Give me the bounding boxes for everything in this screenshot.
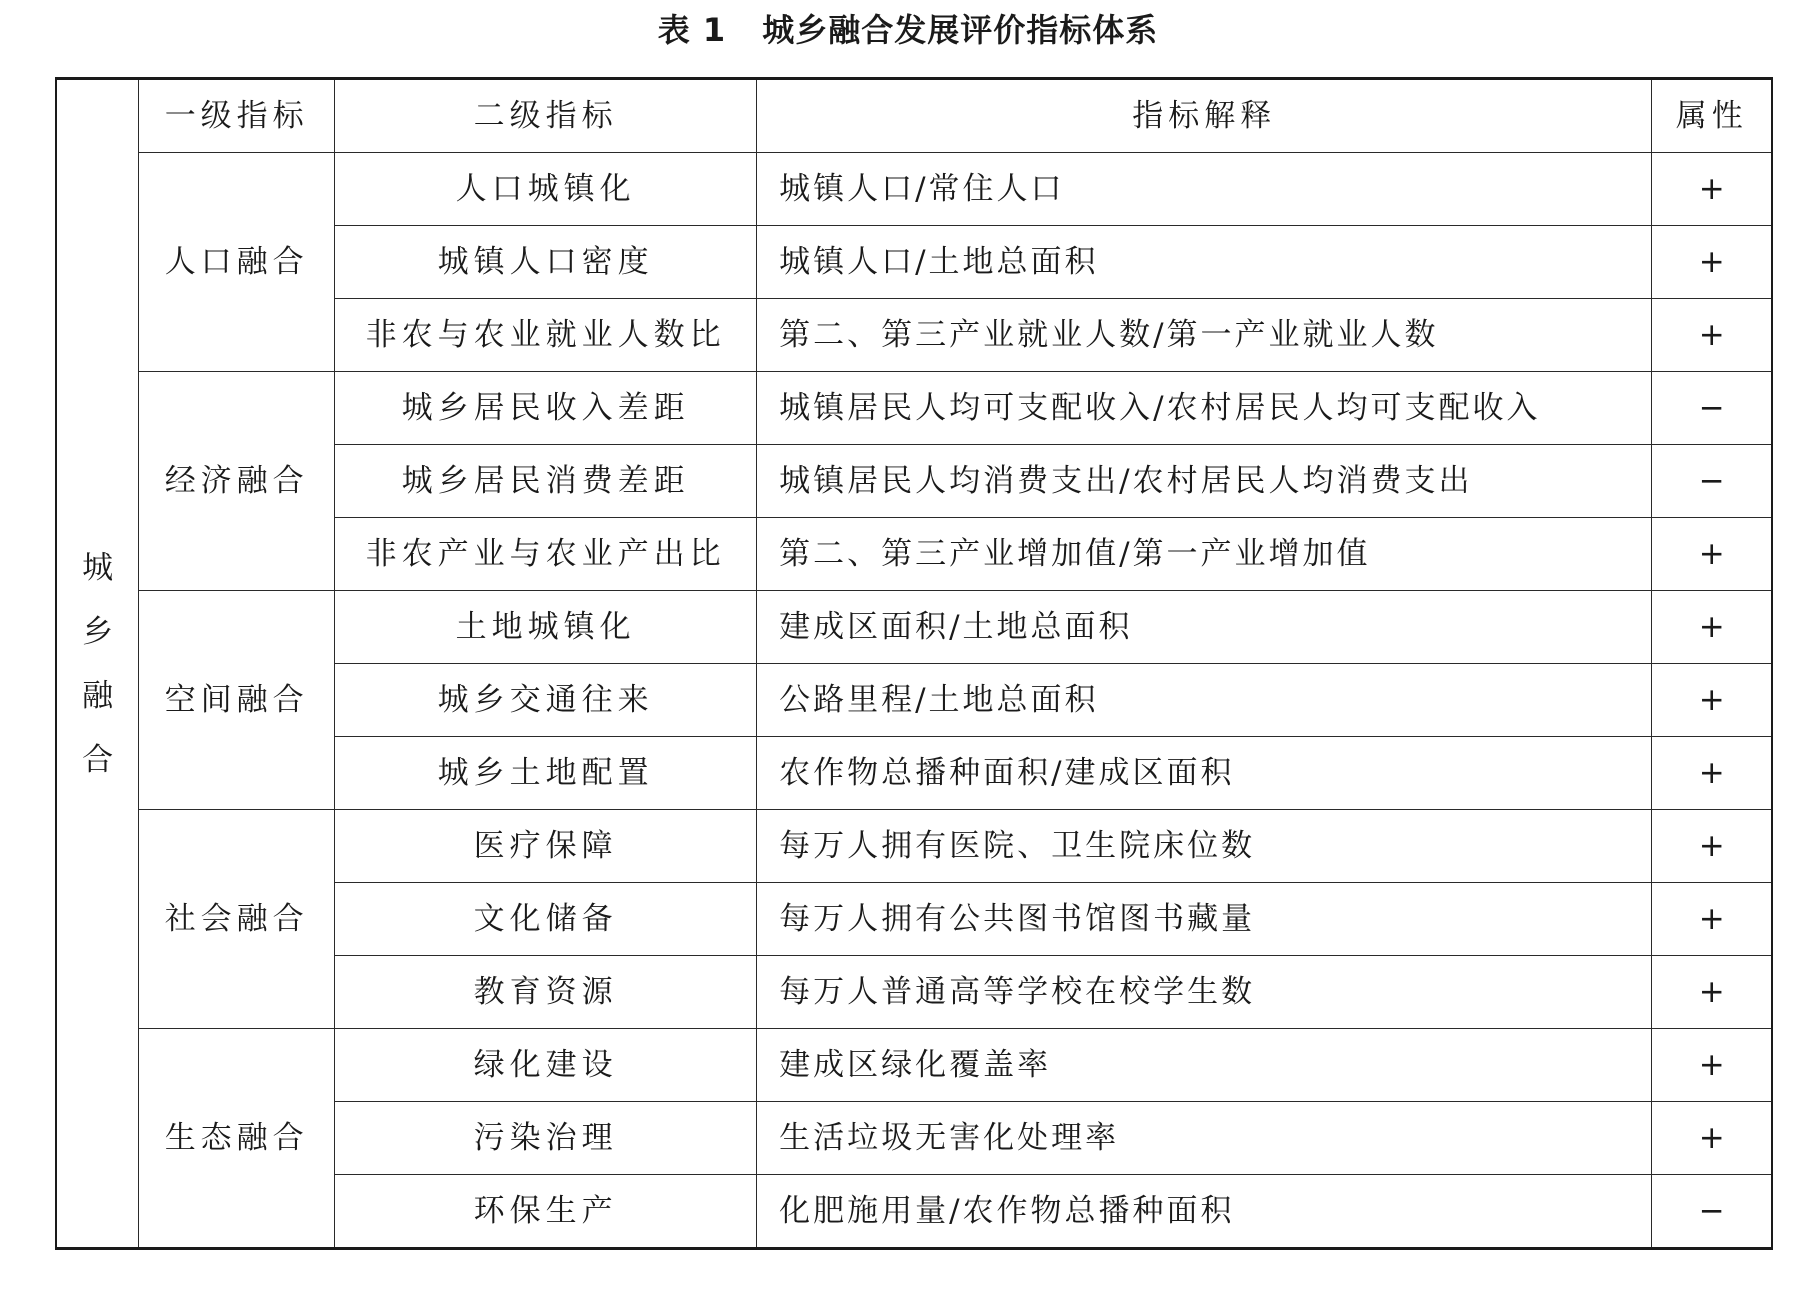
header-level1: 一级指标 <box>139 79 335 153</box>
indicator-explanation: 城镇人口/常住人口 <box>757 153 1652 226</box>
indicator-explanation: 建成区面积/土地总面积 <box>757 591 1652 664</box>
level1-indicator: 人口融合 <box>139 153 335 372</box>
indicator-explanation: 第二、第三产业增加值/第一产业增加值 <box>757 518 1652 591</box>
level2-indicator: 土地城镇化 <box>335 591 757 664</box>
table-row <box>56 810 1772 883</box>
table-row <box>56 372 1772 445</box>
indicator-attribute: + <box>1652 226 1772 299</box>
level2-indicator: 城镇人口密度 <box>335 226 757 299</box>
indicator-attribute: + <box>1652 883 1772 956</box>
indicator-attribute: − <box>1652 445 1772 518</box>
level2-indicator: 教育资源 <box>335 956 757 1029</box>
indicator-explanation: 每万人普通高等学校在校学生数 <box>757 956 1652 1029</box>
level1-indicator: 空间融合 <box>139 591 335 810</box>
indicator-explanation: 公路里程/土地总面积 <box>757 664 1652 737</box>
top-level-char: 合 <box>82 741 114 778</box>
indicator-attribute: − <box>1652 372 1772 445</box>
table-row <box>56 1029 1772 1102</box>
level2-indicator: 人口城镇化 <box>335 153 757 226</box>
level1-indicator: 社会融合 <box>139 810 335 1029</box>
top-level-char: 城 <box>82 549 114 586</box>
level2-indicator: 城乡交通往来 <box>335 664 757 737</box>
top-level-char: 融 <box>82 677 114 714</box>
header-attribute: 属性 <box>1652 79 1772 153</box>
header-level2: 二级指标 <box>335 79 757 153</box>
indicator-attribute: + <box>1652 737 1772 810</box>
level2-indicator: 文化储备 <box>335 883 757 956</box>
indicator-attribute: + <box>1652 664 1772 737</box>
level2-indicator: 城乡土地配置 <box>335 737 757 810</box>
indicator-attribute: + <box>1652 299 1772 372</box>
level2-indicator: 污染治理 <box>335 1102 757 1175</box>
table-row <box>56 591 1772 664</box>
indicator-attribute: − <box>1652 1175 1772 1249</box>
table-caption <box>0 8 1816 52</box>
indicator-explanation: 城镇居民人均可支配收入/农村居民人均可支配收入 <box>757 372 1652 445</box>
top-level-char: 乡 <box>82 613 114 650</box>
indicator-attribute: + <box>1652 1029 1772 1102</box>
indicator-table <box>55 77 1773 1250</box>
indicator-explanation: 第二、第三产业就业人数/第一产业就业人数 <box>757 299 1652 372</box>
indicator-explanation: 化肥施用量/农作物总播种面积 <box>757 1175 1652 1249</box>
header-explanation: 指标解释 <box>757 79 1652 153</box>
table-row <box>56 153 1772 226</box>
level2-indicator: 城乡居民收入差距 <box>335 372 757 445</box>
level2-indicator: 城乡居民消费差距 <box>335 445 757 518</box>
table-number: 表 1 <box>657 11 727 49</box>
indicator-attribute: + <box>1652 518 1772 591</box>
indicator-explanation: 每万人拥有公共图书馆图书藏量 <box>757 883 1652 956</box>
level2-indicator: 医疗保障 <box>335 810 757 883</box>
indicator-explanation: 农作物总播种面积/建成区面积 <box>757 737 1652 810</box>
table-title: 城乡融合发展评价指标体系 <box>762 11 1159 49</box>
indicator-explanation: 城镇居民人均消费支出/农村居民人均消费支出 <box>757 445 1652 518</box>
top-level-label <box>56 79 139 1249</box>
indicator-explanation: 每万人拥有医院、卫生院床位数 <box>757 810 1652 883</box>
level2-indicator: 非农与农业就业人数比 <box>335 299 757 372</box>
indicator-attribute: + <box>1652 810 1772 883</box>
indicator-attribute: + <box>1652 956 1772 1029</box>
level2-indicator: 非农产业与农业产出比 <box>335 518 757 591</box>
indicator-attribute: + <box>1652 591 1772 664</box>
indicator-explanation: 建成区绿化覆盖率 <box>757 1029 1652 1102</box>
level2-indicator: 环保生产 <box>335 1175 757 1249</box>
indicator-explanation: 城镇人口/土地总面积 <box>757 226 1652 299</box>
level1-indicator: 生态融合 <box>139 1029 335 1249</box>
header-row <box>56 79 1772 153</box>
indicator-explanation: 生活垃圾无害化处理率 <box>757 1102 1652 1175</box>
indicator-attribute: + <box>1652 153 1772 226</box>
level2-indicator: 绿化建设 <box>335 1029 757 1102</box>
level1-indicator: 经济融合 <box>139 372 335 591</box>
indicator-attribute: + <box>1652 1102 1772 1175</box>
